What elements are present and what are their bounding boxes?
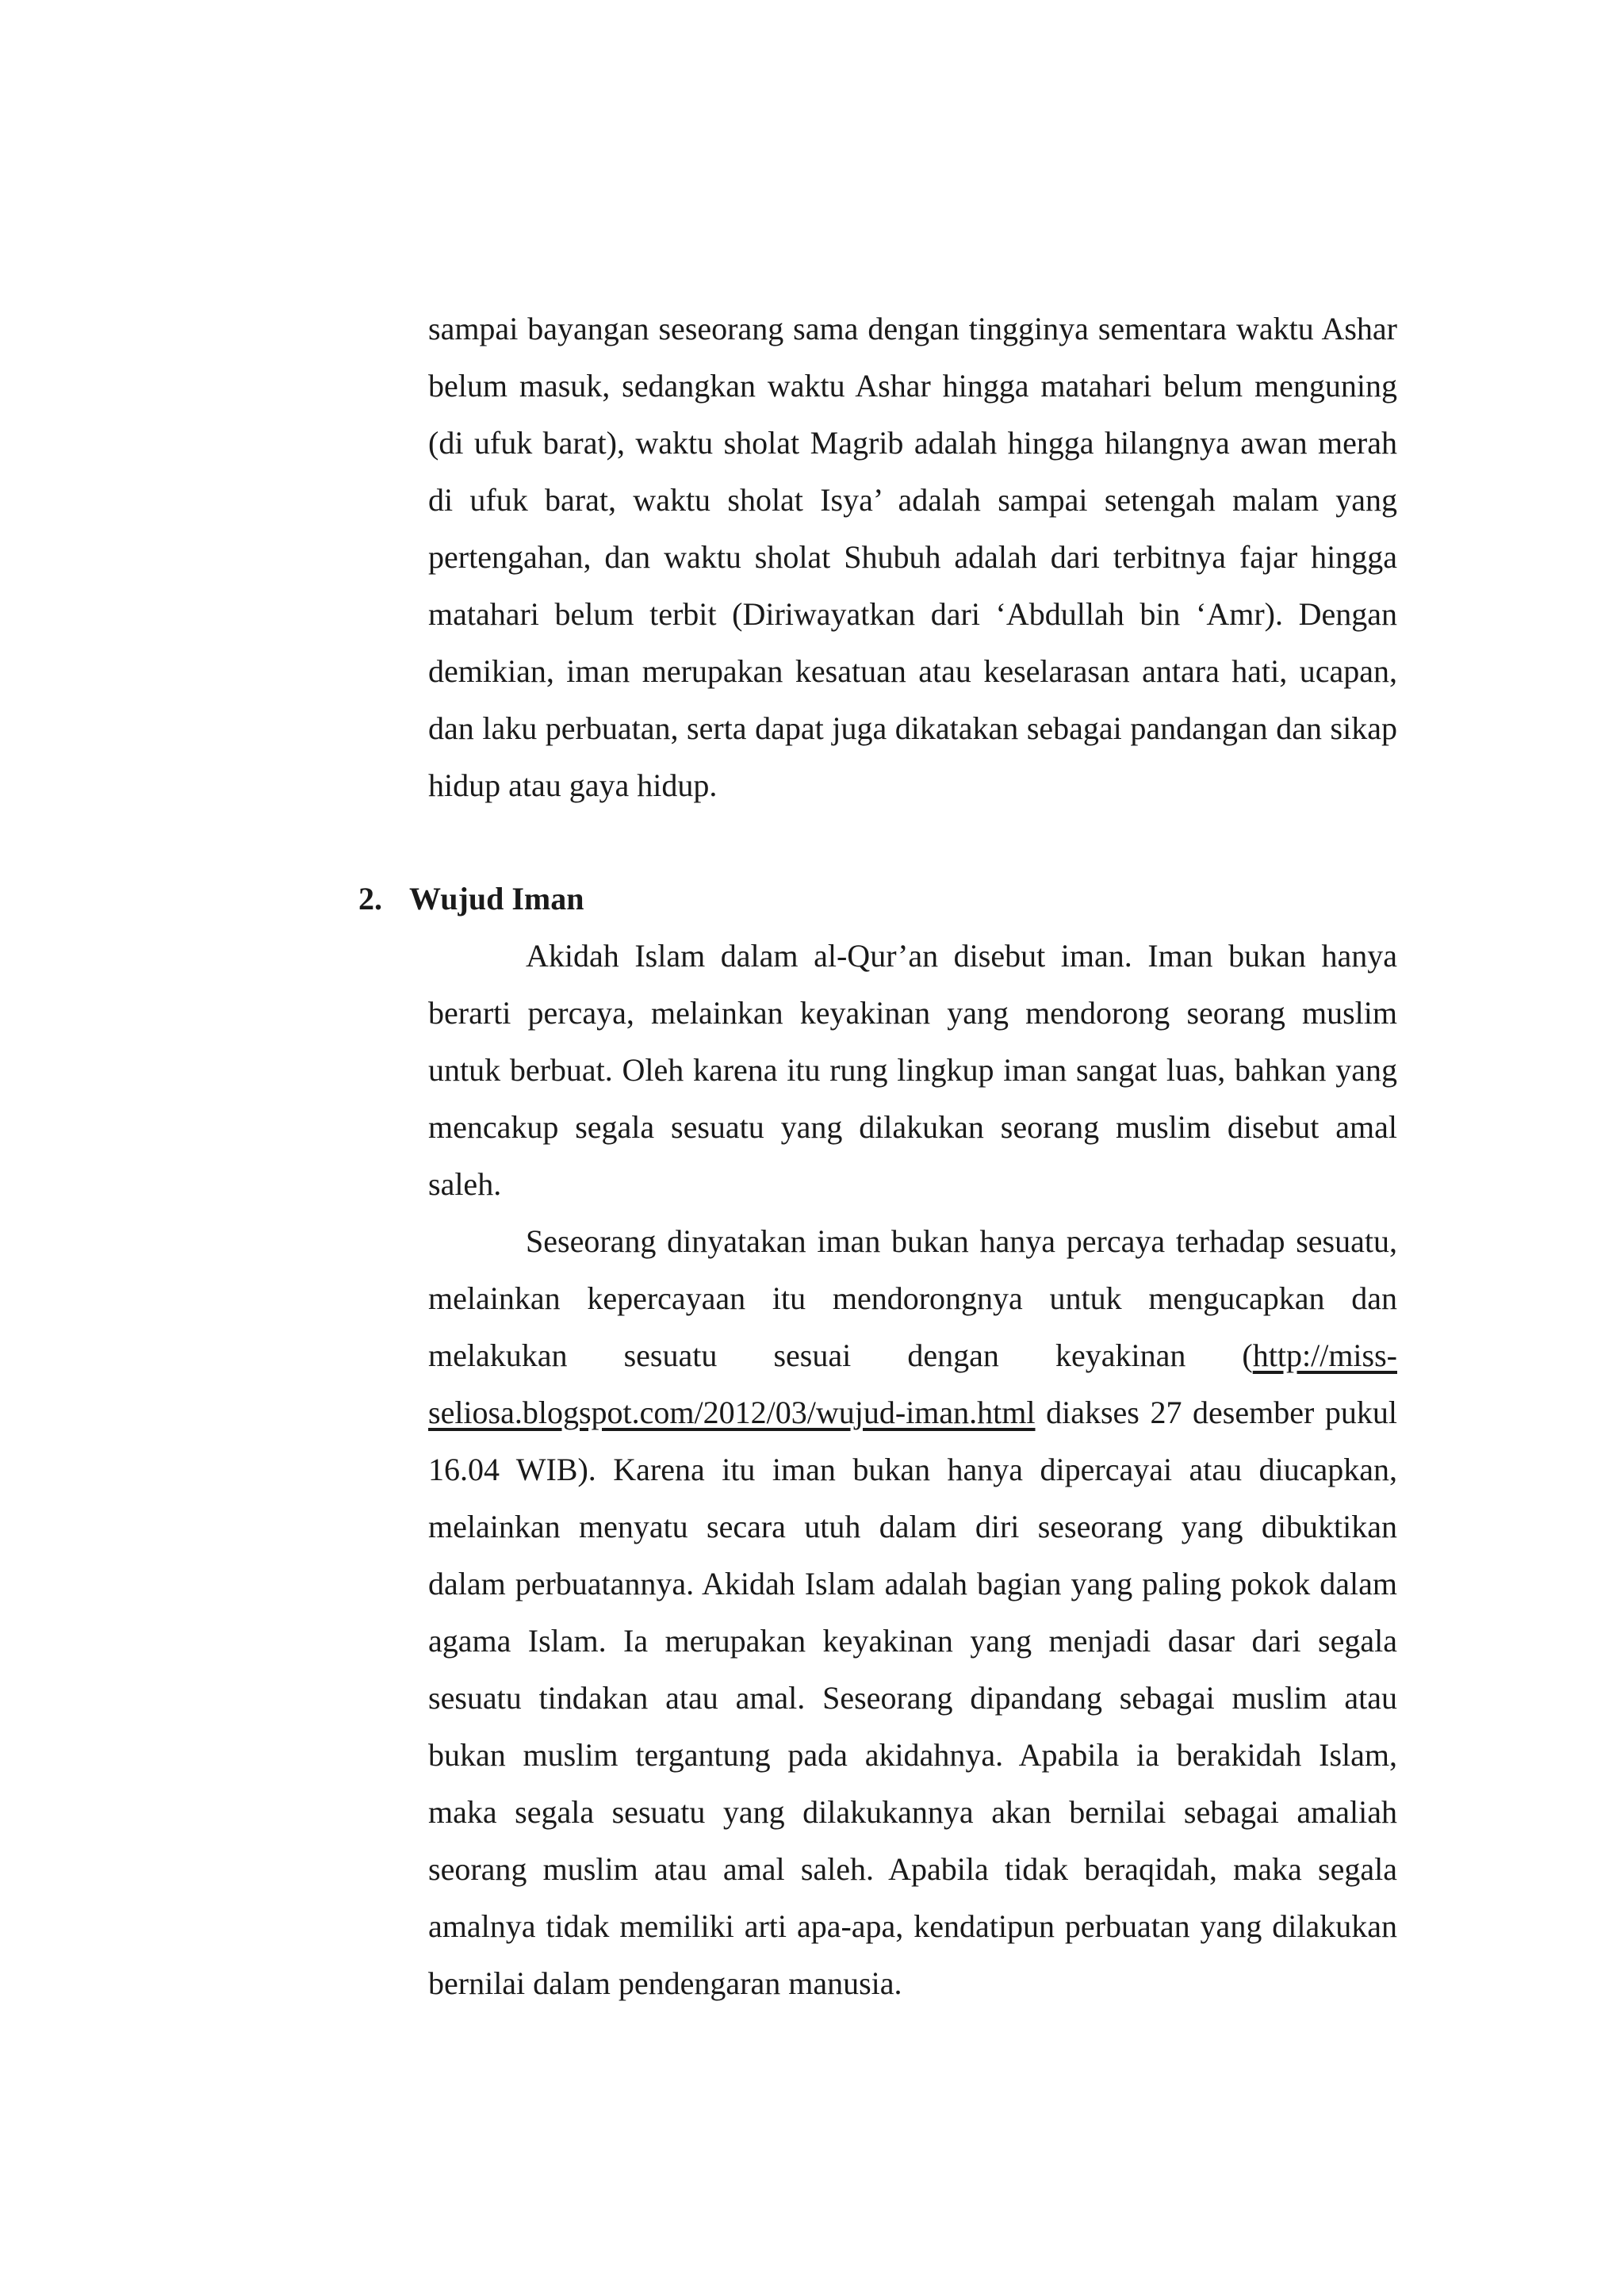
paragraph-2-text-after-link: diakses 27 desember pukul 16.04 WIB). Karena itu iman bukan hanya dipercayai atau diucapkan, melainkan menyatu secara utuh dalam diri seseorang yang dibuktikan dalam perbuatannya. Akidah Islam adalah bagian yang paling pokok dalam agama Islam. Ia merupakan keyakinan yang menjadi dasar dari segala sesuatu tindakan atau amal. Seseorang dipandang sebagai muslim atau bukan muslim tergantung pada akidahnya. Apabila ia berakidah Islam, maka segala sesuatu yang dilakukannya akan bernilai sebagai amaliah seorang muslim atau amal saleh. Apabila tidak beraqidah, maka segala amalnya tidak memiliki arti apa-apa, kendatipun perbuatan yang dilakukan bernilai dalam pendengaran manusia. bbox=[428, 1395, 1397, 2001]
paragraph-2-text-before-link: Seseorang dinyatakan iman bukan hanya percaya terhadap sesuatu, melainkan kepercayaan itu mendorongnya untuk mengucapkan dan melakukan sesuatu sesuai dengan keyakinan ( bbox=[428, 1223, 1397, 1373]
section-title: Wujud Iman bbox=[409, 881, 584, 916]
body-paragraph-1: Akidah Islam dalam al-Qur’an disebut iman. Iman bukan hanya berarti percaya, melainkan keyakinan yang mendorong seorang muslim untuk berbuat. Oleh karena itu rung lingkup iman sangat luas, bahkan yang mencakup segala sesuatu yang dilakukan seorang muslim disebut amal saleh. bbox=[428, 938, 1397, 1202]
source-link[interactable]: http://miss-seliosa.blogspot.com/2012/03/wujud-iman.html bbox=[428, 1337, 1397, 1430]
section-body bbox=[428, 928, 1397, 2012]
section-number: 2. bbox=[358, 881, 382, 916]
section-heading bbox=[358, 871, 584, 928]
continued-paragraph: sampai bayangan seseorang sama dengan tingginya sementara waktu Ashar belum masuk, sedangkan waktu Ashar hingga matahari belum menguning (di ufuk barat), waktu sholat Magrib adalah hingga hilangnya awan merah di ufuk barat, waktu sholat Isya’ adalah sampai setengah malam yang pertengahan, dan waktu sholat Shubuh adalah dari terbitnya fajar hingga matahari belum terbit (Diriwayatkan dari ‘Abdullah bin ‘Amr). Dengan demikian, iman merupakan kesatuan atau keselarasan antara hati, ucapan, dan laku perbuatan, serta dapat juga dikatakan sebagai pandangan dan sikap hidup atau gaya hidup. bbox=[428, 311, 1397, 803]
body-paragraph-2 bbox=[428, 1213, 1397, 2012]
